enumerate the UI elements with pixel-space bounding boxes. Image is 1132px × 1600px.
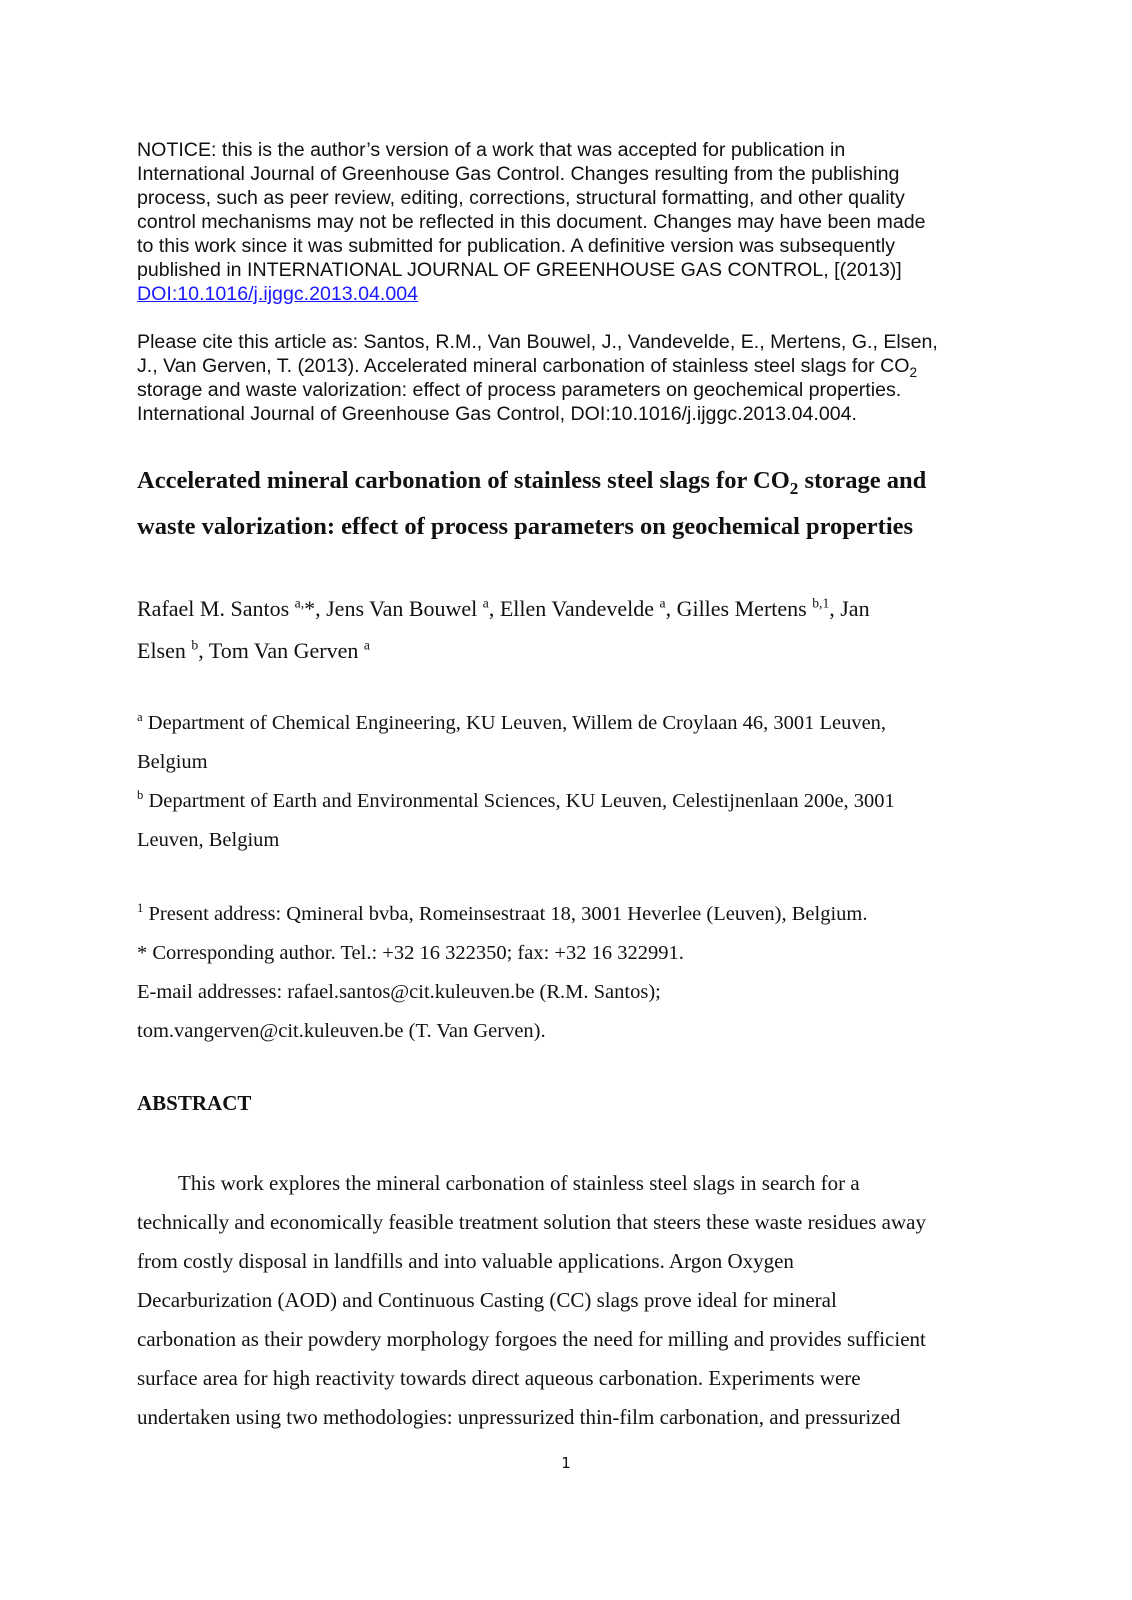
email-line: E-mail addresses: rafael.santos@cit.kuleuven.be (R.M. Santos); [137,981,661,1003]
citation-line: Please cite this article as: Santos, R.M., Van Bouwel, J., Vandevelde, E., Mertens, G., Elsen, [137,331,938,353]
abstract-line: technically and economically feasible treatment solution that steers these waste residues away [137,1210,926,1234]
affiliation-a: $^a$ Department of Chemical Engineering, KU Leuven, Willem de Croylaan 46, 3001 Leuven, [137,710,887,734]
notice-line: control mechanisms may not be reflected in this document. Changes may have been made [137,211,926,233]
notice-line: to this work since it was submitted for publication. A definitive version was subsequently [137,235,896,257]
paper-title [137,458,1017,550]
citation-line: International Journal of Greenhouse Gas Control, DOI:10.1016/j.ijggc.2013.04.004. [137,403,857,425]
publication-notice [137,138,1007,306]
affiliation-b: $^b$ Department of Earth and Environmental Sciences, KU Leuven, Celestijnenlaan 200e, 3001 [137,788,895,812]
notice-line: International Journal of Greenhouse Gas Control. Changes resulting from the publishing [137,163,900,185]
authors-line: Rafael M. Santos $^{a,}$*, Jens Van Bouwel $^a$, Ellen Vandevelde $^a$, Gilles Mertens $^{b,1}$, Jan [137,595,870,621]
abstract-line: carbonation as their powdery morphology forgoes the need for milling and provides sufficient [137,1327,926,1351]
notice-line: published in INTERNATIONAL JOURNAL OF GREENHOUSE GAS CONTROL, [(2013)] [137,259,902,281]
affiliations [137,704,1017,860]
title-line: waste valorization: effect of process parameters on geochemical properties [137,513,914,540]
page-number: 1 [561,1454,571,1472]
contact-info [137,895,1017,1051]
abstract-line: undertaken using two methodologies: unpressurized thin-film carbonation, and pressurized [137,1405,901,1429]
notice-line: process, such as peer review, editing, corrections, structural formatting, and other quality [137,187,905,209]
corresponding-author: * Corresponding author. Tel.: +32 16 322350; fax: +32 16 322991. [137,942,684,964]
citation-line: J., Van Gerven, T. (2013). Accelerated mineral carbonation of stainless steel slags for $CO_2$ [137,355,918,380]
citation-block [137,330,1007,426]
author-list [137,588,1017,672]
abstract-line: surface area for high reactivity towards direct aqueous carbonation. Experiments were [137,1366,861,1390]
abstract-line: This work explores the mineral carbonation of stainless steel slags in search for a [178,1171,860,1195]
doi-link[interactable]: DOI:10.1016/j.ijggc.2013.04.004 [137,283,419,305]
present-address: $^1$ Present address: Qmineral bvba, Romeinsestraat 18, 3001 Heverlee (Leuven), Belgium. [137,901,868,925]
title-line: Accelerated mineral carbonation of stainless steel slags for $CO_2$ storage and [137,467,927,498]
citation-line: storage and waste valorization: effect of process parameters on geochemical properties. [137,379,902,401]
notice-line: NOTICE: this is the author’s version of a work that was accepted for publication in [137,139,846,161]
authors-line: Elsen $^b$, Tom Van Gerven $^a$ [137,637,370,663]
abstract-heading: ABSTRACT [137,1091,252,1115]
affiliation-a-cont: Belgium [137,751,208,773]
abstract-line: from costly disposal in landfills and into valuable applications. Argon Oxygen [137,1249,794,1273]
affiliation-b-cont: Leuven, Belgium [137,829,280,851]
email-line: tom.vangerven@cit.kuleuven.be (T. Van Gerven). [137,1020,546,1042]
abstract-body [137,1164,1017,1437]
abstract-line: Decarburization (AOD) and Continuous Casting (CC) slags prove ideal for mineral [137,1288,837,1312]
